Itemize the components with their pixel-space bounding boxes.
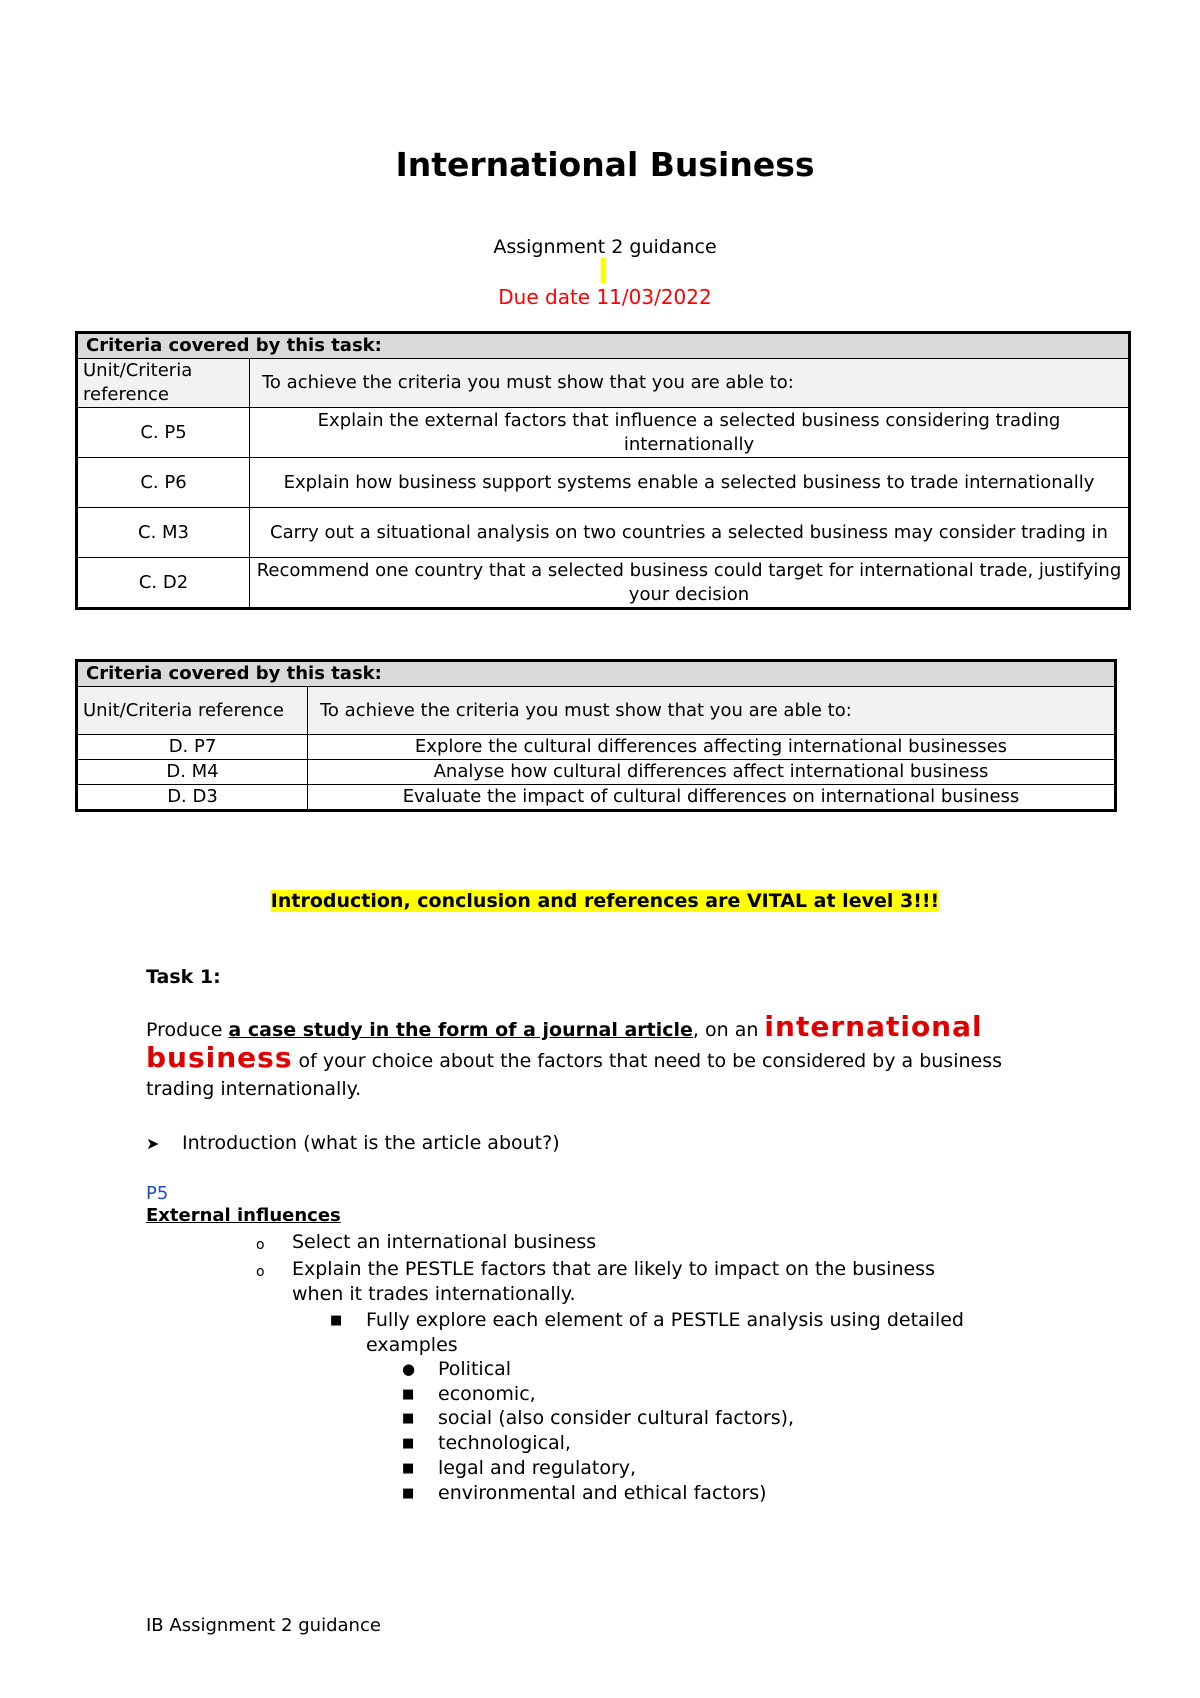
square-bullet-icon: ■ — [402, 1461, 415, 1476]
table-header: Criteria covered by this task: — [78, 662, 1115, 687]
table-row — [78, 735, 1115, 760]
produce-highlight: international business — [146, 1010, 983, 1074]
criteria-desc: Evaluate the impact of cultural differences on international business — [308, 785, 1115, 810]
criteria-desc: Analyse how cultural differences affect international business — [308, 760, 1115, 785]
square-bullet-icon: ■ — [402, 1486, 415, 1501]
criteria-desc: Recommend one country that a selected business could target for international trade, justifying your decision — [250, 558, 1129, 608]
list-item-text: legal and regulatory, — [438, 1457, 637, 1479]
list-item-text: Fully explore each element of a PESTLE analysis using detailed examples — [366, 1309, 964, 1356]
square-bullet-icon: ■ — [402, 1436, 415, 1451]
column-header-desc: To achieve the criteria you must show that you are able to: — [308, 687, 1115, 735]
criteria-ref: C. P6 — [78, 458, 250, 508]
table-row — [78, 408, 1129, 458]
table-header: Criteria covered by this task: — [78, 334, 1129, 359]
produce-middle: , on an — [692, 1019, 765, 1041]
list-item-text: Explain the PESTLE factors that are likely to impact on the business when it trades internationally. — [292, 1258, 935, 1305]
criteria-desc: Explain how business support systems enable a selected business to trade internationally — [250, 458, 1129, 508]
criteria-ref: D. M4 — [78, 760, 308, 785]
list-item-text: economic, — [438, 1383, 536, 1405]
round-bullet-icon: ● — [402, 1360, 416, 1378]
produce-prefix: Produce — [146, 1019, 229, 1041]
subtitle: Assignment 2 guidance — [493, 236, 717, 258]
section-heading: External influences — [146, 1205, 341, 1226]
criteria-ref: C. M3 — [78, 508, 250, 558]
square-bullet-icon: ■ — [402, 1387, 415, 1402]
intro-bullet — [146, 1132, 560, 1154]
due-date: Due date 11/03/2022 — [498, 285, 712, 309]
list-item-text: social (also consider cultural factors), — [438, 1407, 795, 1429]
text-cursor-highlight — [601, 258, 606, 283]
list-item-text: Political — [438, 1358, 512, 1380]
table-row — [78, 508, 1129, 558]
table-row — [78, 458, 1129, 508]
criteria-desc: Explain the external factors that influence a selected business considering trading internationally — [250, 408, 1129, 458]
criteria-ref: C. P5 — [78, 408, 250, 458]
produce-suffix: of your choice about the factors that need to be considered by a business trading internationally. — [146, 1050, 1003, 1100]
criterion-label: P5 — [146, 1183, 169, 1204]
circle-bullet-icon: o — [256, 1237, 265, 1253]
square-bullet-icon: ■ — [330, 1313, 343, 1328]
column-header-ref: Unit/Criteria reference — [78, 687, 308, 735]
intro-bullet-text: Introduction (what is the article about?) — [182, 1132, 560, 1154]
vital-note-text: Introduction, conclusion and references are VITAL at level 3!!! — [270, 890, 940, 912]
table-row — [78, 760, 1115, 785]
list-item-text: Select an international business — [292, 1231, 597, 1253]
table-row — [78, 785, 1115, 810]
arrow-bullet-icon: ➤ — [146, 1134, 160, 1153]
list-item-text: environmental and ethical factors) — [438, 1482, 767, 1504]
criteria-table-d — [77, 661, 1115, 810]
criteria-ref: C. D2 — [78, 558, 250, 608]
criteria-ref: D. D3 — [78, 785, 308, 810]
criteria-desc: Explore the cultural differences affecting international businesses — [308, 735, 1115, 760]
column-header-desc: To achieve the criteria you must show that you are able to: — [250, 359, 1129, 408]
criteria-desc: Carry out a situational analysis on two countries a selected business may consider trading in — [250, 508, 1129, 558]
column-header-ref: Unit/Criteria reference — [78, 359, 250, 408]
criteria-table-c — [77, 333, 1129, 608]
page-footer: IB Assignment 2 guidance — [146, 1615, 381, 1636]
table-row — [78, 558, 1129, 608]
produce-underlined: a case study in the form of a journal article — [228, 1019, 693, 1041]
task-description — [146, 1010, 1076, 1103]
circle-bullet-icon: o — [256, 1264, 265, 1280]
square-bullet-icon: ■ — [402, 1411, 415, 1426]
task-heading: Task 1: — [146, 966, 221, 988]
criteria-ref: D. P7 — [78, 735, 308, 760]
page-title: International Business — [395, 145, 815, 184]
vital-note — [0, 890, 1200, 912]
list-item-text: technological, — [438, 1432, 571, 1454]
